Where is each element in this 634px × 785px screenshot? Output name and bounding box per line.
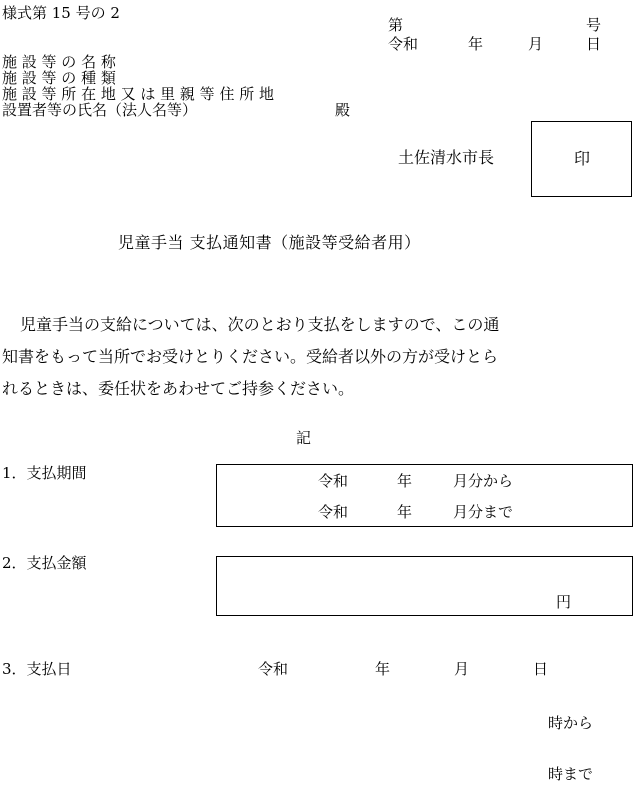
form-number: 様式第 15 号の 2 xyxy=(2,4,120,22)
operator-name-label: 設置者等の氏名（法人名等） xyxy=(2,101,198,119)
amount-box xyxy=(216,556,633,616)
amount-unit: 円 xyxy=(556,593,572,611)
facility-type-label: 施 設 等 の 種 類 xyxy=(2,69,116,87)
issue-date-year: 年 xyxy=(468,35,484,53)
payment-time-to: 時まで xyxy=(548,765,594,783)
seal-label: 印 xyxy=(574,149,591,168)
period-box xyxy=(216,464,633,527)
issue-date-day: 日 xyxy=(586,35,602,53)
issue-date-month: 月 xyxy=(528,35,544,53)
period-to-month: 月分まで xyxy=(453,503,514,521)
body-paragraph xyxy=(2,309,612,405)
period-from-month: 月分から xyxy=(453,472,514,490)
payment-date-label: 3．支払日 xyxy=(2,660,72,678)
payment-date-year: 年 xyxy=(375,660,391,678)
period-from-era: 令和 xyxy=(318,472,349,490)
payment-date-day: 日 xyxy=(533,660,549,678)
payment-date-month: 月 xyxy=(454,660,470,678)
facility-name-label: 施 設 等 の 名 称 xyxy=(2,53,116,71)
body-line: れるときは、委任状をあわせてご持参ください。 xyxy=(2,379,355,398)
payment-time-from: 時から xyxy=(548,714,594,732)
body-line: 児童手当の支給については、次のとおり支払をしますので、この通 xyxy=(20,315,500,334)
period-from-year: 年 xyxy=(397,472,413,490)
period-label: 1．支払期間 xyxy=(2,464,87,482)
issue-date-era: 令和 xyxy=(388,35,419,53)
honorific: 殿 xyxy=(335,101,351,119)
payment-date-era: 令和 xyxy=(258,660,289,678)
body-line: 知書をもって当所でお受けとりください。受給者以外の方が受けとら xyxy=(2,347,499,366)
seal-box xyxy=(531,121,632,197)
ki-heading: 記 xyxy=(296,429,312,447)
issuer-title: 土佐清水市長 xyxy=(398,148,495,167)
period-to-year: 年 xyxy=(397,503,413,521)
facility-address-label: 施 設 等 所 在 地 又 は 里 親 等 住 所 地 xyxy=(2,85,274,103)
doc-number-suffix: 号 xyxy=(586,16,602,34)
doc-number-prefix: 第 xyxy=(388,16,404,34)
amount-label: 2．支払金額 xyxy=(2,554,87,572)
period-to-era: 令和 xyxy=(318,503,349,521)
document-title: 児童手当 支払通知書（施設等受給者用） xyxy=(118,233,421,252)
